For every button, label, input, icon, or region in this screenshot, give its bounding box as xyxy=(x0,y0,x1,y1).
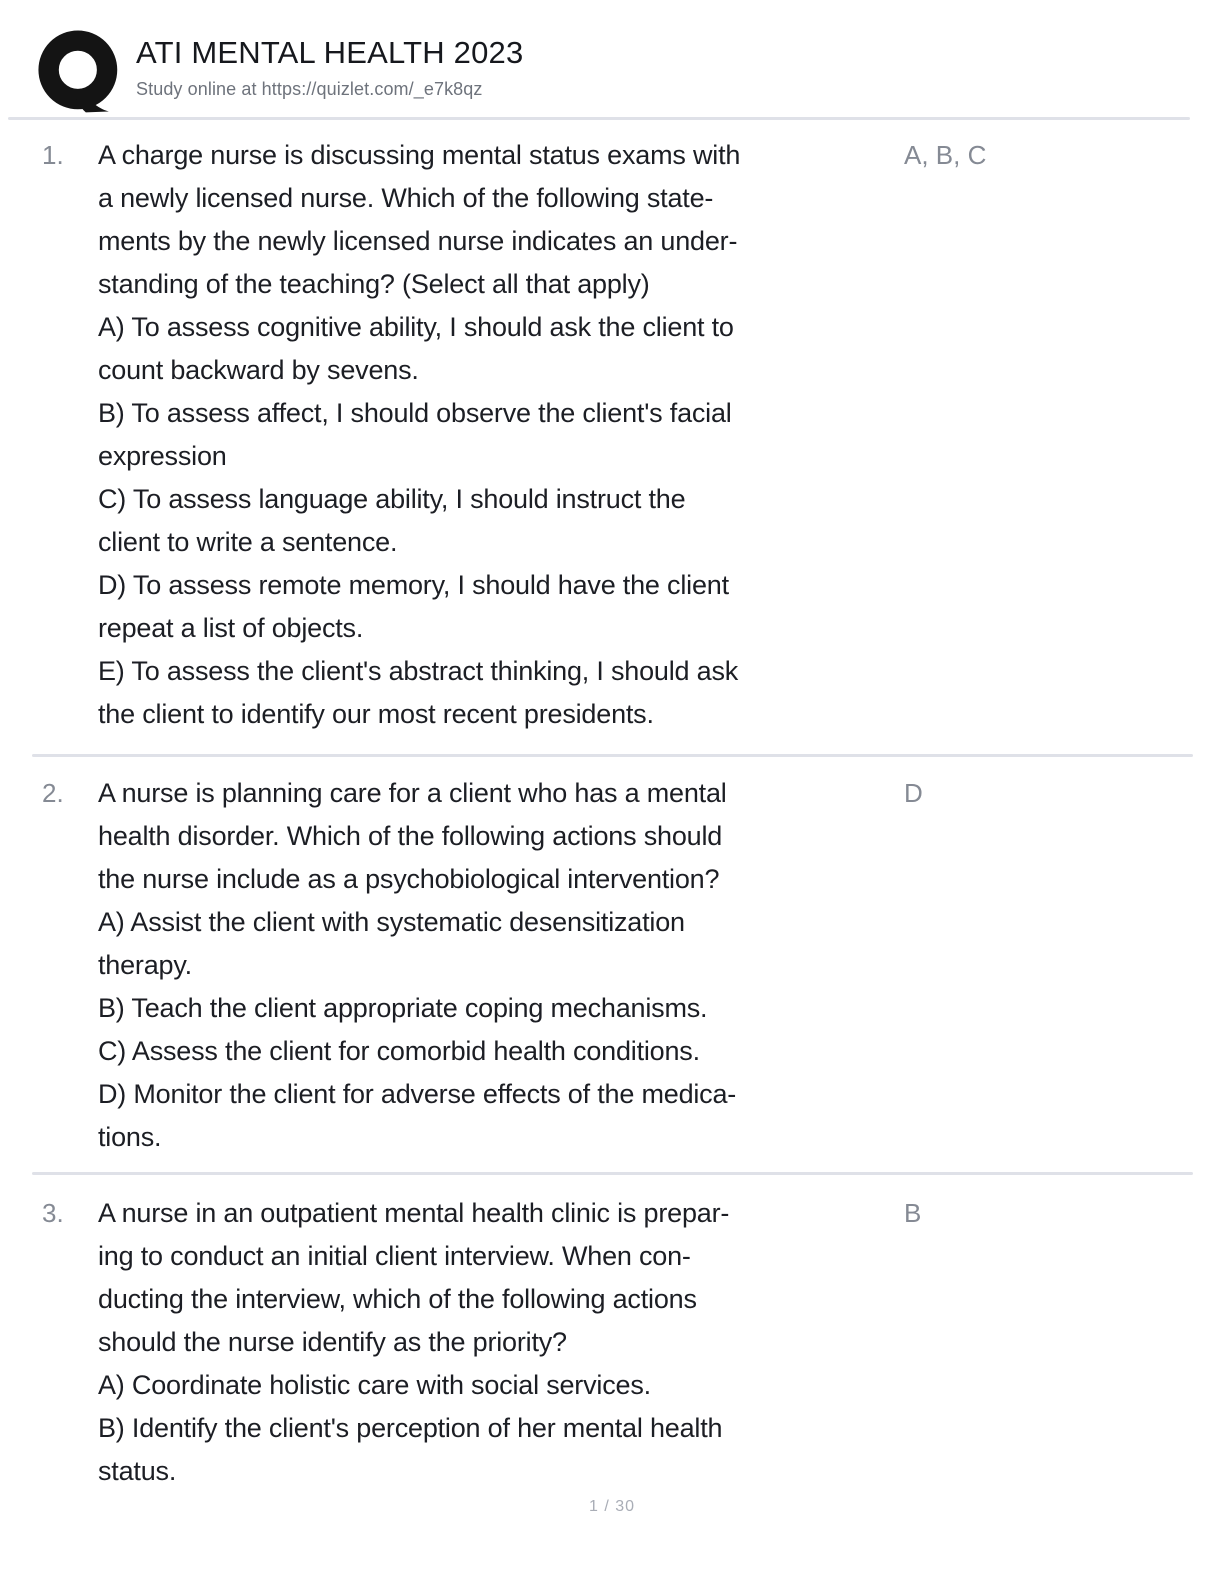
question-text-line: C) To assess language ability, I should instruct the xyxy=(98,484,686,514)
answer-key: A, B, C xyxy=(904,140,987,170)
question-text-line: A nurse in an outpatient mental health clinic is prepar- xyxy=(98,1198,730,1228)
question-text-line: expression xyxy=(98,441,227,471)
question-text-line: health disorder. Which of the following actions should xyxy=(98,821,723,851)
question-text-line: A) Coordinate holistic care with social services. xyxy=(98,1370,651,1400)
question-text-line: status. xyxy=(98,1456,177,1486)
page-indicator: 1 / 30 xyxy=(588,1498,636,1515)
document-title: ATI MENTAL HEALTH 2023 xyxy=(136,35,524,70)
question-text-line: D) To assess remote memory, I should have the client xyxy=(98,570,729,600)
document-header xyxy=(38,30,523,115)
question-text-line: B) To assess affect, I should observe the client's facial xyxy=(98,398,732,428)
answer-key: B xyxy=(904,1198,922,1228)
question-text xyxy=(98,134,904,736)
question-text-line: repeat a list of objects. xyxy=(98,613,364,643)
question-text-line: B) Teach the client appropriate coping mechanisms. xyxy=(98,993,708,1023)
question-text-line: should the nurse identify as the priority? xyxy=(98,1327,567,1357)
question-item-1 xyxy=(0,134,1224,736)
question-text-line: tions. xyxy=(98,1122,162,1152)
question-text-line: C) Assess the client for comorbid health conditions. xyxy=(98,1036,700,1066)
quizlet-logo-icon xyxy=(38,30,123,115)
study-online-link[interactable]: Study online at https://quizlet.com/_e7k8qz xyxy=(136,79,483,99)
question-text-line: the client to identify our most recent presidents. xyxy=(98,699,654,729)
question-text xyxy=(98,772,904,1159)
answer-key: D xyxy=(904,778,923,808)
question-item-3 xyxy=(0,1192,1224,1493)
question-text-line: B) Identify the client's perception of her mental health xyxy=(98,1413,723,1443)
question-text-line: therapy. xyxy=(98,950,192,980)
question-number: 1. xyxy=(42,140,64,170)
header-divider xyxy=(8,117,1190,120)
question-text-line: E) To assess the client's abstract thinking, I should ask xyxy=(98,656,739,686)
question-text-line: A charge nurse is discussing mental status exams with xyxy=(98,140,741,170)
question-text-line: A) To assess cognitive ability, I should ask the client to xyxy=(98,312,734,342)
question-text-line: standing of the teaching? (Select all that apply) xyxy=(98,269,650,299)
question-number: 3. xyxy=(42,1198,64,1228)
question-text-line: ing to conduct an initial client interview. When con- xyxy=(98,1241,691,1271)
header-text xyxy=(136,34,523,100)
question-text-line: A) Assist the client with systematic desensitization xyxy=(98,907,685,937)
question-text-line: ducting the interview, which of the following actions xyxy=(98,1284,697,1314)
question-text-line: D) Monitor the client for adverse effects of the medica- xyxy=(98,1079,737,1109)
question-text-line: count backward by sevens. xyxy=(98,355,419,385)
question-number: 2. xyxy=(42,778,64,808)
question-divider xyxy=(32,1172,1193,1175)
question-text-line: a newly licensed nurse. Which of the following state- xyxy=(98,183,714,213)
question-text-line: the nurse include as a psychobiological intervention? xyxy=(98,864,720,894)
question-item-2 xyxy=(0,772,1224,1159)
question-text xyxy=(98,1192,904,1493)
question-text-line: client to write a sentence. xyxy=(98,527,398,557)
question-divider xyxy=(32,754,1193,757)
question-text-line: ments by the newly licensed nurse indicates an under- xyxy=(98,226,738,256)
question-text-line: A nurse is planning care for a client who has a mental xyxy=(98,778,727,808)
page-footer xyxy=(0,1498,1224,1516)
